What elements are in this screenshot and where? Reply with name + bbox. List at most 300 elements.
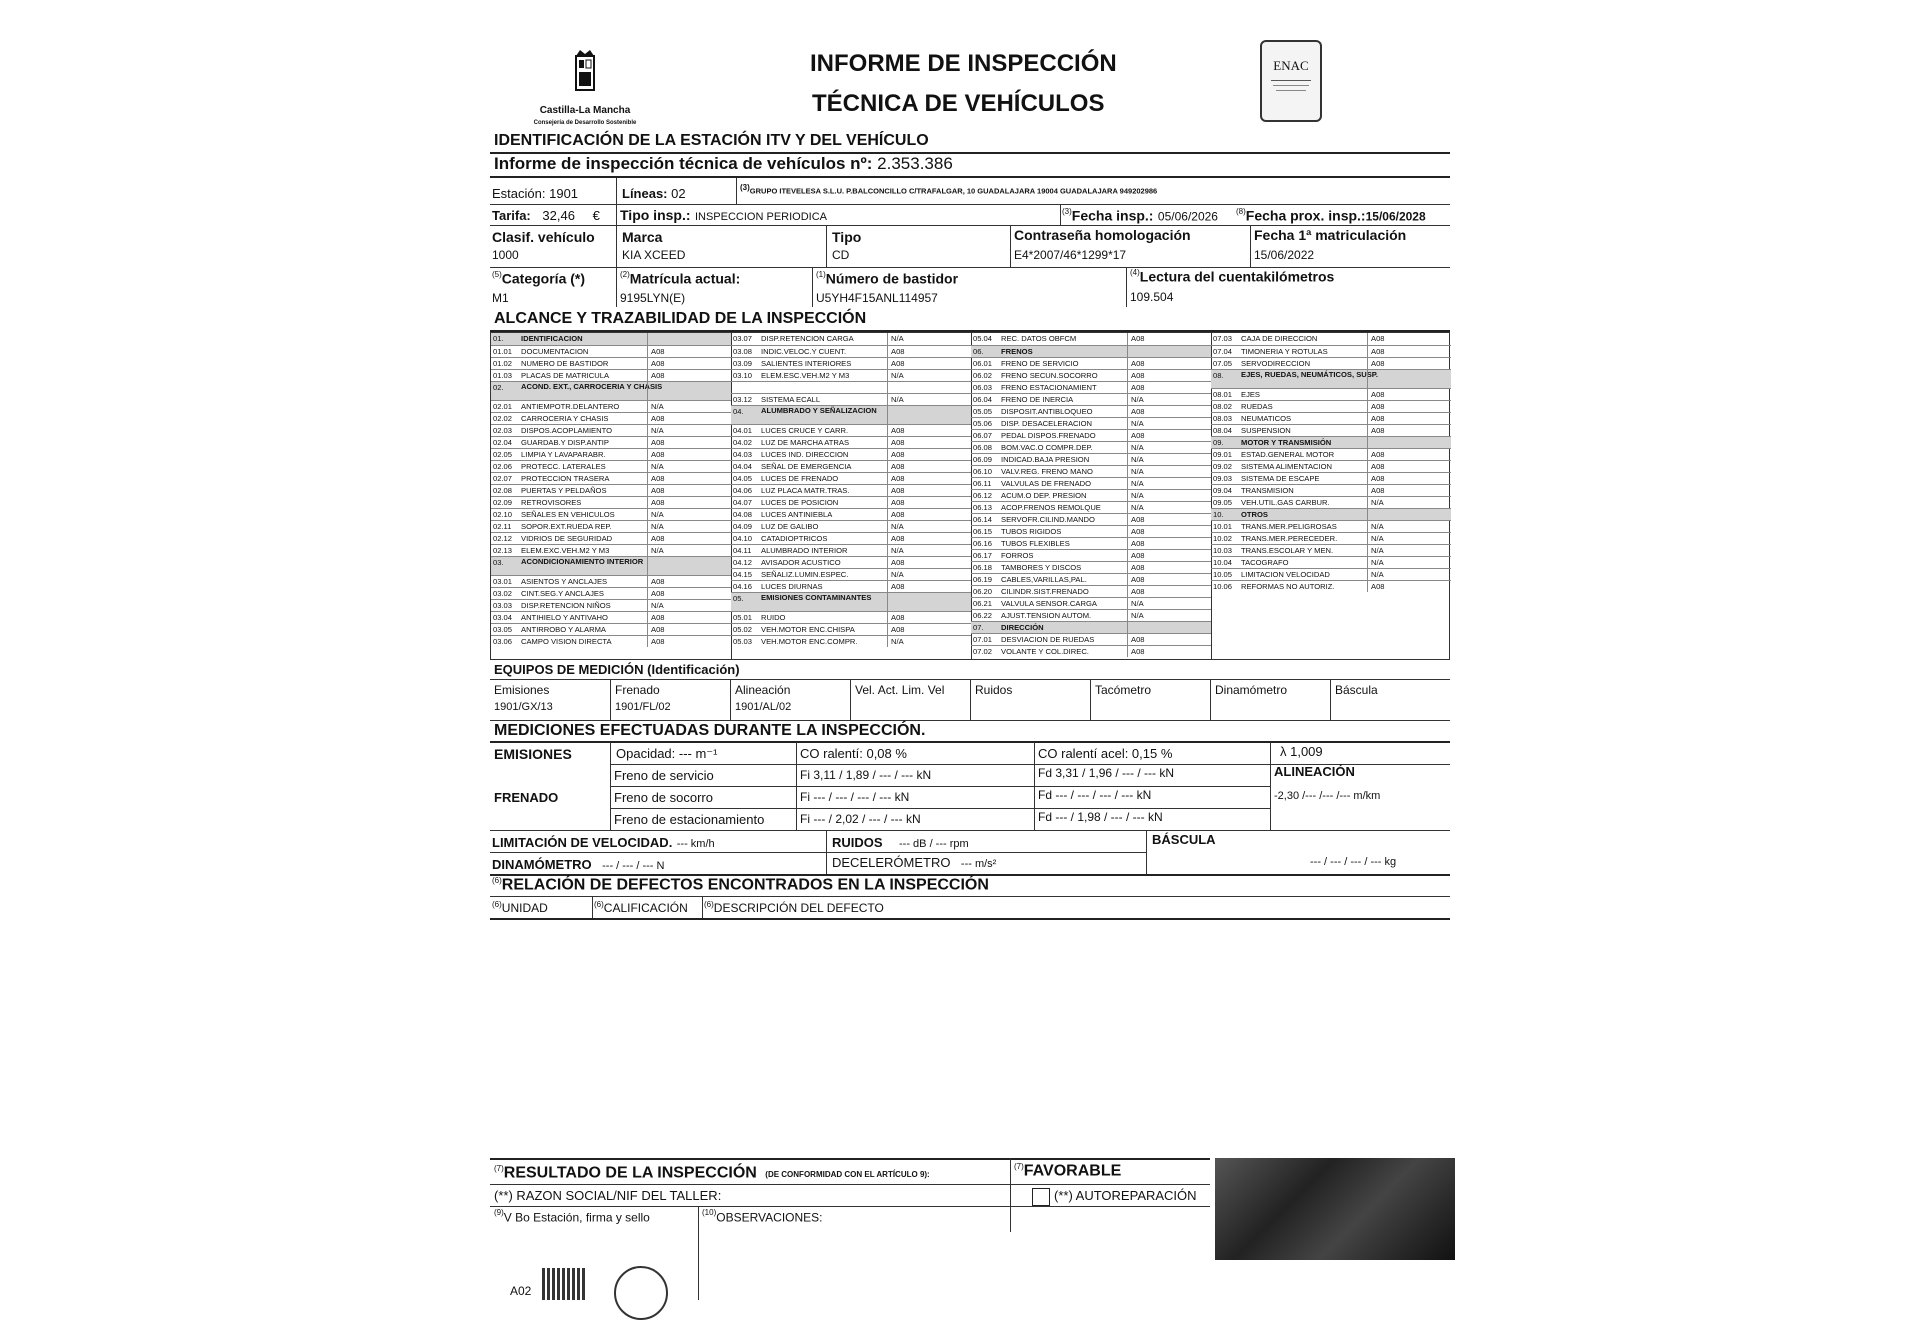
- scope-row: [971, 609, 1211, 621]
- cuentakm-value: 109.504: [1130, 290, 1174, 305]
- equipo-value: 1901/GX/13: [494, 701, 553, 713]
- scope-cell-divider: [887, 370, 888, 381]
- scope-item-name: LIMITACION VELOCIDAD: [1241, 570, 1330, 580]
- scope-code: 02.13: [493, 546, 513, 556]
- scope-item-name: ALUMBRADO Y SEÑALIZACION: [761, 406, 877, 415]
- scope-item-name: TRANSMISION: [1241, 486, 1294, 496]
- scope-item-name: VEH.MOTOR ENC.COMPR.: [761, 637, 858, 647]
- scope-item-result: N/A: [651, 601, 664, 611]
- decelerometro-field: DECELERÓMETRO --- m/s²: [832, 855, 997, 870]
- scope-code: 07.02: [973, 647, 993, 656]
- scope-item-name: TRANS.MER.PELIGROSAS: [1241, 522, 1337, 532]
- scope-row: [491, 635, 731, 647]
- scope-item-name: LUCES IND. DIRECCION: [761, 450, 849, 460]
- fi-servicio-value: Fi 3,11 / 1,89 / --- / --- kN: [800, 768, 932, 782]
- scope-item-result: A08: [651, 438, 665, 448]
- scope-item-result: A08: [1371, 390, 1385, 400]
- scope-code: 09.02: [1213, 462, 1233, 472]
- scope-row: [731, 635, 971, 647]
- scope-item-result: A08: [1131, 647, 1145, 656]
- scope-item-name: SUSPENSION: [1241, 426, 1291, 436]
- scope-item-name: LUZ DE MARCHA ATRAS: [761, 438, 850, 448]
- scope-row: [1211, 508, 1451, 520]
- autoreparacion-checkbox[interactable]: [1032, 1188, 1050, 1206]
- scope-code: 03.05: [493, 625, 513, 635]
- scope-cell-divider: [887, 473, 888, 484]
- scope-item-result: A08: [1371, 450, 1385, 460]
- scope-row: [491, 532, 731, 544]
- scope-item-result: A08: [1131, 527, 1145, 536]
- scope-cell-divider: [887, 437, 888, 448]
- scope-row: [491, 611, 731, 623]
- scope-item-name: AVISADOR ACUSTICO: [761, 558, 841, 568]
- scope-code: 03.07: [733, 334, 753, 343]
- scope-cell-divider: [1367, 545, 1368, 556]
- scope-code: 10.03: [1213, 546, 1233, 556]
- scope-cell-divider: [1127, 346, 1128, 357]
- scope-code: 06.16: [973, 539, 993, 548]
- scope-item-result: A08: [1131, 551, 1145, 560]
- scope-item-result: A08: [1131, 575, 1145, 584]
- scope-code: 09.01: [1213, 450, 1233, 460]
- decelerometro-value: --- m/s²: [960, 858, 997, 870]
- scope-code: 05.05: [973, 407, 993, 416]
- scope-cell-divider: [1367, 358, 1368, 369]
- scope-section-title: ALCANCE Y TRAZABILIDAD DE LA INSPECCIÓN: [494, 310, 867, 327]
- ident-section-title: IDENTIFICACIÓN DE LA ESTACIÓN ITV Y DEL VEHÍCULO: [494, 132, 929, 149]
- scope-row: [731, 345, 971, 357]
- scope-item-name: FRENOS: [1001, 347, 1033, 356]
- scope-item-name: DISP. DESACELERACION: [1001, 419, 1093, 428]
- observaciones-label: $^{(10)}$OBSERVACIONES:: [702, 1208, 823, 1225]
- scope-table: [490, 332, 1450, 660]
- scope-code: 03.01: [493, 577, 513, 587]
- tipo-field: Tipo CD: [832, 229, 862, 262]
- scope-item-name: CABLES,VARILLAS,PAL.: [1001, 575, 1087, 584]
- station-stamp-seal: [614, 1266, 668, 1320]
- tipo-insp-value: INSPECCION PERIODICA: [694, 211, 827, 223]
- scope-item-result: A08: [1131, 515, 1145, 524]
- page-title-line2: TÉCNICA DE VEHÍCULOS: [812, 90, 1105, 117]
- col-calificacion: $^{(6)}$CALIFICACIÓN: [594, 900, 688, 915]
- scope-code: 02.09: [493, 498, 513, 508]
- scope-row: [731, 544, 971, 556]
- scope-item-name: ANTIEMPOTR.DELANTERO: [521, 402, 620, 412]
- scope-cell-divider: [1367, 401, 1368, 412]
- scope-item-name: CATADIOPTRICOS: [761, 534, 828, 544]
- scope-code: 02.12: [493, 534, 513, 544]
- scope-item-result: N/A: [1371, 522, 1384, 532]
- alineacion-label: ALINEACIÓN: [1274, 764, 1355, 779]
- scope-row: [491, 544, 731, 556]
- scope-row: [971, 501, 1211, 513]
- scope-code: 02.07: [493, 474, 513, 484]
- scope-item-name: TRANS.MER.PERECEDER.: [1241, 534, 1338, 544]
- scope-item-name: BOM.VAC.O COMPR.DEP.: [1001, 443, 1093, 452]
- bastidor-field: $^{(1)}$Número de bastidor U5YH4F15ANL114957: [816, 270, 959, 306]
- scope-cell-divider: [887, 569, 888, 580]
- scope-row: [731, 611, 971, 623]
- scope-item-result: A08: [651, 498, 665, 508]
- station-address: (3)GRUPO ITEVELESA S.L.U. P.BALCONCILLO C/TRAFALGAR, 10 GUADALAJARA 19004 GUADALAJARA 949202986: [740, 183, 1158, 196]
- scope-item-name: DISPOS.ACOPLAMIENTO: [521, 426, 613, 436]
- categoria-field: $^{(5)}$Categoría (*) M1: [492, 270, 586, 306]
- scope-item-result: N/A: [651, 522, 664, 532]
- scope-item-name: DISP.RETENCION NIÑOS: [521, 601, 611, 611]
- scope-item-result: A08: [891, 625, 905, 635]
- scope-row: [731, 568, 971, 580]
- scope-cell-divider: [647, 521, 648, 532]
- scope-item-name: CAJA DE DIRECCION: [1241, 334, 1318, 343]
- scope-code: 04.03: [733, 450, 753, 460]
- resultado-field: $^{(7)}$RESULTADO DE LA INSPECCIÓN (DE CONFORMIDAD CON EL ARTÍCULO 9):: [494, 1164, 930, 1182]
- scope-cell-divider: [647, 533, 648, 544]
- scope-code: 07.03: [1213, 334, 1233, 343]
- bastidor-value: U5YH4F15ANL114957: [816, 291, 938, 306]
- scope-item-result: A08: [891, 438, 905, 448]
- scope-item-name: NEUMATICOS: [1241, 414, 1292, 424]
- scope-cell-divider: [1127, 514, 1128, 525]
- scope-cell-divider: [1367, 485, 1368, 496]
- equipo-cell: [1090, 680, 1211, 720]
- tipo-value: CD: [832, 248, 850, 262]
- freno-estac-label: Freno de estacionamiento: [614, 812, 765, 827]
- scope-cell-divider: [1127, 586, 1128, 597]
- scope-item-name: OTROS: [1241, 510, 1269, 520]
- bascula-value: --- / --- / --- / --- kg: [1310, 856, 1397, 868]
- scope-cell-divider: [887, 449, 888, 460]
- scope-item-name: RUEDAS: [1241, 402, 1273, 412]
- scope-cell-divider: [887, 382, 888, 393]
- scope-item-result: N/A: [1371, 534, 1384, 544]
- scope-item-name: DISP.RETENCION CARGA: [761, 334, 854, 343]
- scope-row: [1211, 460, 1451, 472]
- scope-item-result: A08: [651, 534, 665, 544]
- scope-cell-divider: [887, 406, 888, 424]
- scope-item-result: A08: [651, 347, 665, 356]
- equipo-cell: [730, 680, 851, 720]
- scope-code: 04.02: [733, 438, 753, 448]
- scope-code: 10.05: [1213, 570, 1233, 580]
- scope-code: 06.03: [973, 383, 993, 392]
- scope-cell-divider: [647, 370, 648, 381]
- scope-item-result: A08: [1371, 402, 1385, 412]
- scope-cell-divider: [1127, 526, 1128, 537]
- scope-code: 05.: [733, 594, 744, 604]
- scope-cell-divider: [887, 636, 888, 647]
- fecha-insp-value: 05/06/2026: [1157, 209, 1218, 224]
- dinamometro-field: DINAMÓMETRO --- / --- / --- N: [492, 857, 665, 872]
- region-name: Castilla-La Mancha: [539, 105, 631, 116]
- scope-item-name: PROTECC. LATERALES: [521, 462, 606, 472]
- scope-code: 04.07: [733, 498, 753, 508]
- scope-item-name: SEÑALES EN VEHICULOS: [521, 510, 615, 520]
- scope-row: [971, 537, 1211, 549]
- scope-item-name: FRENO SECUN.SOCORRO: [1001, 371, 1098, 380]
- region-subtitle: Consejería de Desarrollo Sostenible: [533, 120, 637, 126]
- scope-code: 04.: [733, 407, 744, 416]
- scope-code: 02.04: [493, 438, 513, 448]
- scope-item-result: A08: [651, 625, 665, 635]
- scope-item-name: LUCES DIURNAS: [761, 582, 823, 592]
- scope-row: [1211, 484, 1451, 496]
- scope-item-result: A08: [651, 450, 665, 460]
- scope-item-name: DESVIACION DE RUEDAS: [1001, 635, 1095, 644]
- scope-cell-divider: [647, 588, 648, 599]
- scope-item-result: A08: [651, 486, 665, 496]
- scope-row: [971, 561, 1211, 573]
- fi-estac-value: Fi --- / 2,02 / --- / --- kN: [800, 812, 921, 826]
- scope-row: [491, 587, 731, 599]
- contrasena-field: Contraseña homologación E4*2007/46*1299*17: [1014, 227, 1191, 262]
- scope-item-name: EJES, RUEDAS, NEUMÁTICOS, SUSP.: [1241, 370, 1378, 379]
- opacidad-value: Opacidad: --- m⁻¹: [616, 746, 718, 761]
- scope-item-result: N/A: [891, 522, 904, 532]
- scope-cell-divider: [1367, 413, 1368, 424]
- scope-code: 06.04: [973, 395, 993, 404]
- scope-item-result: A08: [1371, 474, 1385, 484]
- scope-item-result: A08: [1371, 334, 1385, 343]
- scope-cell-divider: [887, 461, 888, 472]
- scope-code: 03.12: [733, 395, 753, 404]
- scope-code: 01.01: [493, 347, 513, 356]
- scope-item-name: SERVODIRECCION: [1241, 359, 1311, 368]
- scope-row: [491, 508, 731, 520]
- scope-item-name: SEÑALIZ.LUMIN.ESPEC.: [761, 570, 849, 580]
- equipo-cell: [970, 680, 1091, 720]
- scope-row: [971, 489, 1211, 501]
- scope-cell-divider: [887, 497, 888, 508]
- fd-socorro-value: Fd --- / --- / --- / --- kN: [1038, 788, 1152, 802]
- region-logo: [530, 48, 640, 138]
- scope-item-name: LUCES DE POSICION: [761, 498, 839, 508]
- scope-code: 01.03: [493, 371, 513, 380]
- scope-cell-divider: [1367, 521, 1368, 532]
- scope-row: [1211, 496, 1451, 508]
- scope-row: [1211, 357, 1451, 369]
- scope-row: [491, 460, 731, 472]
- scope-item-name: VALVULAS DE FRENADO: [1001, 479, 1092, 488]
- scope-cell-divider: [647, 413, 648, 424]
- scope-code: 10.04: [1213, 558, 1233, 568]
- scope-item-name: ALUMBRADO INTERIOR: [761, 546, 848, 556]
- scope-code: 06.21: [973, 599, 993, 608]
- scope-cell-divider: [1367, 437, 1368, 448]
- scope-cell-divider: [887, 358, 888, 369]
- bascula-label: BÁSCULA: [1152, 832, 1216, 847]
- clasif-field: Clasif. vehículo 1000: [492, 229, 595, 262]
- scope-cell-divider: [1367, 333, 1368, 345]
- scope-item-name: CARROCERIA Y CHASIS: [521, 414, 609, 424]
- tarifa-value: 32,46: [542, 208, 575, 223]
- scope-row: [491, 345, 731, 357]
- page-title-line1: INFORME DE INSPECCIÓN: [810, 50, 1117, 77]
- contrasena-value: E4*2007/46*1299*17: [1014, 248, 1127, 262]
- scope-item-result: N/A: [651, 402, 664, 412]
- scope-code: 10.01: [1213, 522, 1233, 532]
- scope-item-name: ANTIHIELO Y ANTIVAHO: [521, 613, 608, 623]
- scope-item-name: ACONDICIONAMIENTO INTERIOR: [521, 557, 644, 567]
- scope-cell-divider: [887, 509, 888, 520]
- scope-item-result: A08: [891, 498, 905, 508]
- scope-code: 02.: [493, 383, 504, 392]
- scope-item-name: REFORMAS NO AUTORIZ.: [1241, 582, 1335, 592]
- scope-cell-divider: [1127, 406, 1128, 417]
- scope-code: 02.01: [493, 402, 513, 412]
- scope-cell-divider: [647, 358, 648, 369]
- scope-row: [491, 575, 731, 587]
- equipo-cell: [1210, 680, 1331, 720]
- scope-cell-divider: [1127, 538, 1128, 549]
- scope-row: [731, 623, 971, 635]
- scope-row: [1211, 532, 1451, 544]
- scope-code: 06.13: [973, 503, 993, 512]
- scope-item-name: SISTEMA ECALL: [761, 395, 821, 404]
- scope-item-name: TUBOS FLEXIBLES: [1001, 539, 1070, 548]
- scope-cell-divider: [1127, 634, 1128, 645]
- scope-cell-divider: [1127, 442, 1128, 453]
- scope-code: 06.14: [973, 515, 993, 524]
- ruidos-field: RUIDOS --- dB / --- rpm: [832, 835, 969, 850]
- scope-cell-divider: [647, 461, 648, 472]
- scope-item-result: N/A: [1371, 570, 1384, 580]
- scope-item-name: LUZ DE GALIBO: [761, 522, 819, 532]
- scope-item-name: NUMERO DE BASTIDOR: [521, 359, 609, 368]
- scope-item-result: A08: [1131, 371, 1145, 380]
- report-number: 2.353.386: [877, 154, 953, 173]
- estacion-field: [492, 186, 578, 201]
- vbo-label: $^{(9)}$V Bo Estación, firma y sello: [494, 1208, 650, 1225]
- scope-cell-divider: [1127, 454, 1128, 465]
- scope-cell-divider: [887, 394, 888, 405]
- scope-item-name: ANTIRROBO Y ALARMA: [521, 625, 606, 635]
- scope-item-result: A08: [651, 474, 665, 484]
- scope-item-result: A08: [891, 474, 905, 484]
- scope-item-result: A08: [1131, 431, 1145, 440]
- scope-code: 04.16: [733, 582, 753, 592]
- scope-item-result: N/A: [891, 570, 904, 580]
- scope-item-result: A08: [1371, 414, 1385, 424]
- scope-cell-divider: [1367, 533, 1368, 544]
- fecha-prox-value: 15/06/2028: [1365, 209, 1426, 224]
- scope-cell-divider: [647, 401, 648, 412]
- scope-row: [731, 448, 971, 460]
- scope-item-name: SISTEMA ALIMENTACION: [1241, 462, 1333, 472]
- scope-item-name: LUCES ANTINIEBLA: [761, 510, 833, 520]
- fecha-matric-field: Fecha 1ª matriculación 15/06/2022: [1254, 227, 1407, 262]
- scope-code: 03.09: [733, 359, 753, 368]
- freno-socorro-label: Freno de socorro: [614, 790, 713, 805]
- qr-code: [542, 1268, 586, 1300]
- scope-item-name: FRENO ESTACIONAMIENT: [1001, 383, 1097, 392]
- scope-row: [971, 465, 1211, 477]
- scope-item-name: GUARDAB.Y DISP.ANTIP: [521, 438, 609, 448]
- scope-row: [971, 597, 1211, 609]
- report-number-label: Informe de inspección técnica de vehículos nº:: [494, 154, 873, 173]
- scope-row: [491, 556, 731, 575]
- scope-item-result: N/A: [651, 426, 664, 436]
- scope-item-name: ACOND. EXT., CARROCERIA Y CHASIS: [521, 382, 663, 391]
- scope-row: [971, 381, 1211, 393]
- scope-code: 03.03: [493, 601, 513, 611]
- scope-item-result: A08: [891, 347, 905, 356]
- autoreparacion-label: (**) AUTOREPARACIÓN: [1054, 1188, 1197, 1203]
- scope-code: 06.20: [973, 587, 993, 596]
- scope-item-name: ELEM.EXC.VEH.M2 Y M3: [521, 546, 610, 556]
- scope-cell-divider: [647, 425, 648, 436]
- scope-item-name: TAMBORES Y DISCOS: [1001, 563, 1082, 572]
- scope-row: [1211, 472, 1451, 484]
- scope-code: 06.02: [973, 371, 993, 380]
- scope-item-name: RETROVISORES: [521, 498, 582, 508]
- scope-cell-divider: [887, 333, 888, 345]
- scope-item-name: REC. DATOS OBFCM: [1001, 334, 1077, 343]
- scope-row: [971, 393, 1211, 405]
- scope-item-result: A08: [651, 414, 665, 424]
- scope-row: [731, 460, 971, 472]
- scope-item-name: RUIDO: [761, 613, 786, 623]
- col-unidad: $^{(6)}$UNIDAD: [492, 900, 548, 915]
- scope-cell-divider: [647, 509, 648, 520]
- scope-code: 07.05: [1213, 359, 1233, 368]
- scope-cell-divider: [647, 600, 648, 611]
- lineas-label: Líneas:: [622, 186, 668, 201]
- scope-item-result: N/A: [891, 371, 904, 380]
- scope-code: 04.09: [733, 522, 753, 532]
- scope-code: 10.: [1213, 510, 1224, 520]
- scope-code: 04.01: [733, 426, 753, 436]
- scope-row: [731, 472, 971, 484]
- scope-row: [731, 484, 971, 496]
- scope-item-result: A08: [1371, 462, 1385, 472]
- scope-item-result: A08: [1131, 383, 1145, 392]
- scope-item-result: A08: [1131, 334, 1145, 343]
- scope-item-result: N/A: [1371, 498, 1384, 508]
- scope-item-result: N/A: [1131, 443, 1144, 452]
- scope-row: [731, 405, 971, 424]
- scope-item-result: N/A: [1131, 455, 1144, 464]
- scope-row: [491, 448, 731, 460]
- scope-item-name: FORROS: [1001, 551, 1034, 560]
- vehicle-photo: [1215, 1158, 1455, 1260]
- scope-row: [971, 357, 1211, 369]
- equipo-value: [1211, 697, 1331, 701]
- scope-item-name: DIRECCIÓN: [1001, 623, 1044, 632]
- scope-row: [971, 549, 1211, 561]
- scope-row: [1211, 448, 1451, 460]
- equipo-label: Dinamómetro: [1215, 683, 1288, 697]
- scope-code: 04.04: [733, 462, 753, 472]
- scope-item-name: LIMPIA Y LAVAPARABR.: [521, 450, 606, 460]
- scope-code: 10.06: [1213, 582, 1233, 592]
- scope-row: [491, 381, 731, 400]
- scope-row: [971, 477, 1211, 489]
- fd-servicio-value: Fd 3,31 / 1,96 / --- / --- kN: [1038, 766, 1175, 780]
- scope-cell-divider: [1127, 562, 1128, 573]
- scope-item-name: VEH.MOTOR ENC.CHISPA: [761, 625, 855, 635]
- equipo-label: Vel. Act. Lim. Vel: [855, 683, 945, 697]
- scope-code: 03.04: [493, 613, 513, 623]
- scope-cell-divider: [647, 346, 648, 357]
- scope-cell-divider: [1127, 478, 1128, 489]
- scope-item-result: N/A: [1371, 546, 1384, 556]
- scope-item-name: ACOP.FRENOS REMOLQUE: [1001, 503, 1101, 512]
- resultado-value: $^{(7)}$FAVORABLE: [1014, 1162, 1122, 1180]
- scope-row: [971, 645, 1211, 657]
- scope-item-result: A08: [891, 534, 905, 544]
- scope-item-name: PLACAS DE MATRICULA: [521, 371, 610, 380]
- scope-item-name: VEH.UTIL.GAS CARBUR.: [1241, 498, 1330, 508]
